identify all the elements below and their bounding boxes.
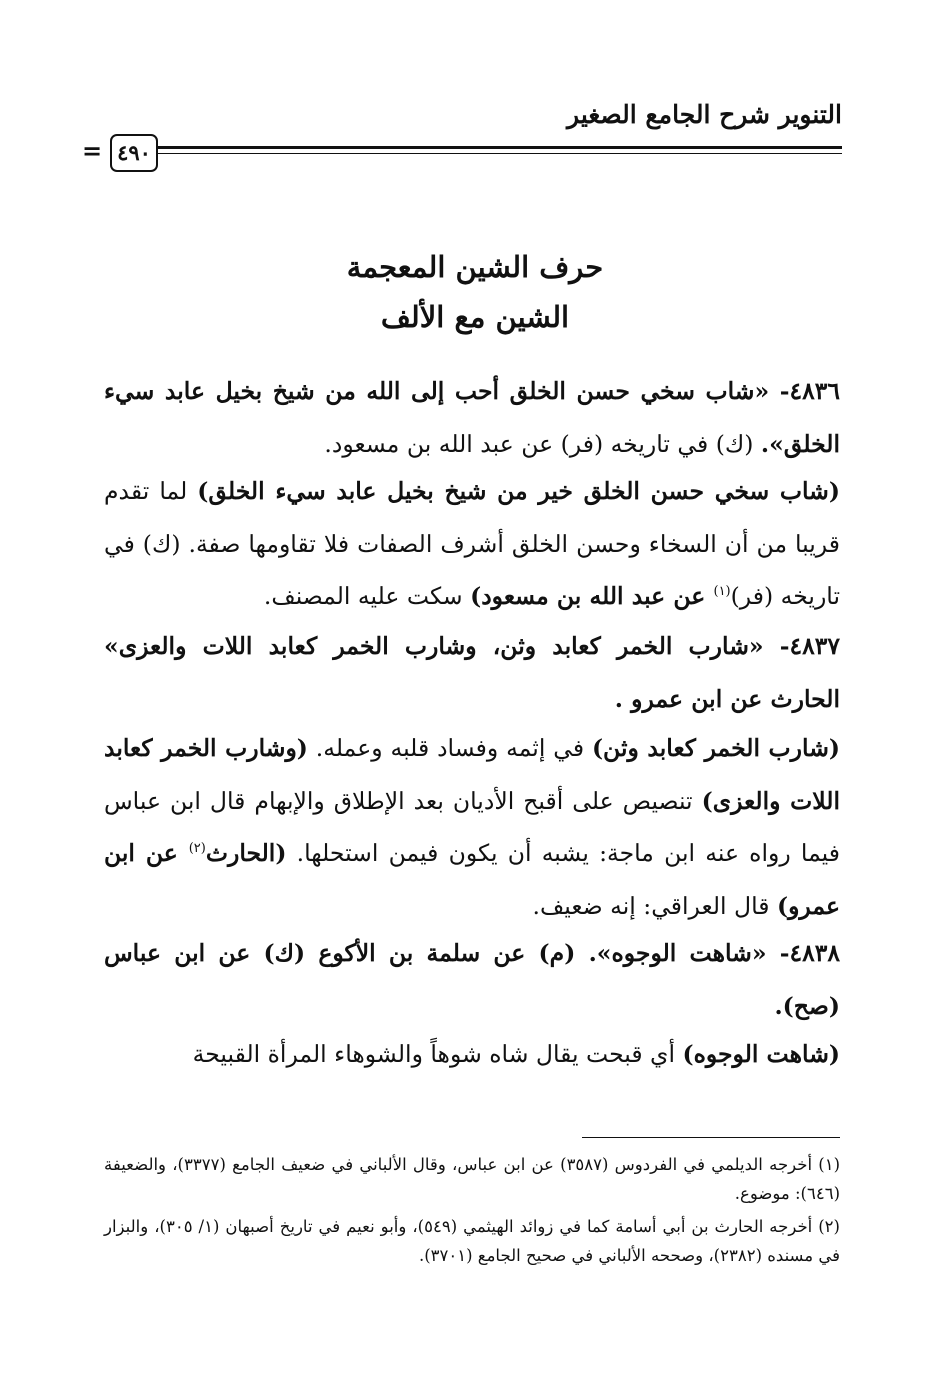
hadith-entry xyxy=(104,620,840,725)
running-title: التنوير شرح الجامع الصغير xyxy=(567,100,842,129)
commentary-text: في إثمه وفساد قلبه وعمله. xyxy=(307,734,592,762)
commentary-quote: (الحارث xyxy=(205,839,287,867)
footnote-separator xyxy=(582,1137,840,1138)
commentary-text: لما تقدم قريبا من أن السخاء وحسن الخلق أشرف الصفات فلا تقاومها صفة. (ك) في تاريخه (فر) xyxy=(104,477,840,610)
footnote-ref[interactable]: (١) xyxy=(713,584,731,600)
commentary-text: سكت عليه المصنف. xyxy=(263,582,471,610)
hadith-source: الحارث عن ابن عمرو . xyxy=(614,684,840,713)
hadith-source: (م) عن سلمة بن الأكوع (ك) عن ابن عباس (صح). xyxy=(104,939,840,1020)
commentary-text: تنصيص على أقبح الأديان بعد الإطلاق والإبهام قال ابن عباس فيما رواه عنه ابن ماجة: يشبه أن يكون فيمن استحلها. xyxy=(104,786,840,867)
commentary-quote: (شاب سخي حسن الخلق خير من شيخ بخيل عابد سيء الخلق) xyxy=(197,477,840,505)
commentary-quote: (شارب الخمر كعابد وثن) xyxy=(591,734,841,762)
page-number: ٤٩٠ xyxy=(110,134,158,172)
header-rule-thin xyxy=(158,153,842,154)
commentary-paragraph xyxy=(104,1028,840,1081)
footnote: (٢) أخرجه الحارث بن أبي أسامة كما في زوائد الهيثمي (٥٤٩)، وأبو نعيم في تاريخ أصبهان (١/ ٣٠٥)، والبزار في مسنده (٢٣٨٢)، وصححه الألباني في صحيح الجامع (٣٧٠١). xyxy=(104,1217,840,1265)
commentary-paragraph xyxy=(104,722,840,932)
commentary-quote: (شاهت الوجوه) xyxy=(682,1040,840,1068)
commentary-text: قال العراقي: إنه ضعيف. xyxy=(532,891,777,920)
hadith-text: ٤٨٣٧- «شارب الخمر كعابد وثن، وشارب الخمر كعابد اللات والعزى» xyxy=(104,632,840,660)
commentary-quote: (وشارب الخمر كعابد اللات والعزى) xyxy=(104,734,840,815)
footnotes xyxy=(104,1150,840,1274)
commentary-quote: عن ابن عمرو) xyxy=(104,839,840,920)
hadith-text: ٤٨٣٨- «شاهت الوجوه». xyxy=(588,939,840,967)
commentary-quote: عن عبد الله بن مسعود) xyxy=(470,582,714,610)
footnote: (١) أخرجه الديلمي في الفردوس (٣٥٨٧) عن ابن عباس، وقال الألباني في ضعيف الجامع (٣٣٧٧)، والضعيفة (٦٤٦): موضوع. xyxy=(104,1155,840,1203)
hadith-entry xyxy=(104,365,840,470)
header-rule xyxy=(158,146,842,149)
commentary-paragraph xyxy=(104,465,840,623)
section-heading: حرف الشين المعجمة xyxy=(346,250,604,284)
hadith-entry xyxy=(104,927,840,1032)
commentary-text: أي قبحت يقال شاه شوهاً والشوهاء المرأة القبيحة xyxy=(192,1040,683,1068)
subsection-heading: الشين مع الألف xyxy=(380,300,570,334)
hadith-text: ٤٨٣٦- «شاب سخي حسن الخلق أحب إلى الله من شيخ بخيل عابد سيء الخلق». xyxy=(104,377,840,458)
hadith-source: (ك) في تاريخه (فر) عن عبد الله بن مسعود. xyxy=(324,429,761,458)
header-mark: = xyxy=(82,136,103,165)
footnote-ref[interactable]: (٢) xyxy=(188,841,206,857)
